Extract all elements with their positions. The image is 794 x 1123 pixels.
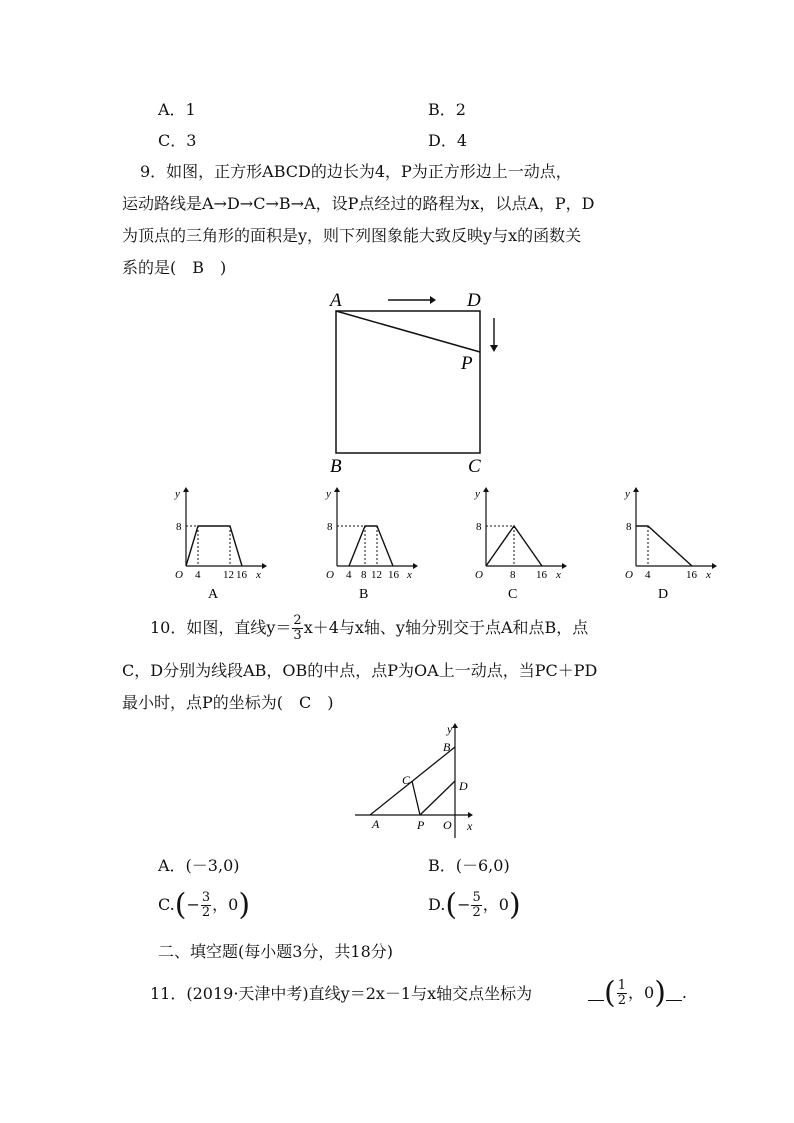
svg-text:O: O <box>625 569 633 581</box>
q8-option-d: D．4 <box>428 131 468 150</box>
q10-line-1: 10．如图，直线y＝ $\frac{2}{3}$ x＋4与x轴、y轴分别交于点A和点B，点 <box>150 613 589 643</box>
svg-text:y: y <box>475 488 480 500</box>
q11-text: 11．(2019·天津中考)直线y＝2x－1与x轴交点坐标为 <box>150 984 533 1003</box>
svg-text:C: C <box>402 773 411 787</box>
svg-text:O: O <box>443 818 452 832</box>
q11-answer: ( $\frac{1}{2}$ ，0) . <box>588 976 687 1010</box>
svg-text:O: O <box>475 569 483 581</box>
q9-square-figure <box>320 290 510 480</box>
graph-b-caption: B <box>359 587 369 602</box>
svg-text:16: 16 <box>536 569 547 581</box>
svg-text:8: 8 <box>476 521 482 533</box>
svg-text:O: O <box>175 569 183 581</box>
svg-text:y: y <box>175 488 180 500</box>
graph-c-caption: C <box>508 587 518 602</box>
q10-line-3: 最小时，点P的坐标为( C ) <box>122 693 334 712</box>
graph-d-caption: D <box>658 587 669 602</box>
q9-graph-b <box>309 484 419 602</box>
svg-text:16: 16 <box>236 569 247 581</box>
q10-line-figure <box>350 720 485 840</box>
q9-graph-c <box>458 484 568 602</box>
label-b: B <box>330 456 342 477</box>
svg-text:x: x <box>556 569 561 581</box>
segment-ap <box>336 311 480 352</box>
svg-text:4: 4 <box>195 569 201 581</box>
q9-graph-d <box>608 484 718 602</box>
svg-text:y: y <box>326 488 331 500</box>
q8-option-b: B．2 <box>428 100 466 119</box>
svg-text:A: A <box>372 817 380 831</box>
q8-option-c: C．3 <box>158 131 197 150</box>
label-p: P <box>461 353 473 374</box>
q10-line-2: C，D分别为线段AB，OB的中点，点P为OA上一动点，当PC＋PD <box>122 661 598 680</box>
svg-text:4: 4 <box>645 569 651 581</box>
q9-line-4: 系的是( B ) <box>122 258 227 277</box>
q10-option-d: D.(− $\frac{5}{2}$ ，0) <box>428 887 521 923</box>
svg-text:4: 4 <box>346 569 352 581</box>
square-abcd <box>336 311 480 453</box>
label-d: D <box>467 290 481 311</box>
q8-option-a: A．1 <box>158 100 196 119</box>
svg-text:8: 8 <box>361 569 367 581</box>
svg-text:16: 16 <box>388 569 399 581</box>
svg-text:P: P <box>417 818 425 832</box>
svg-text:x: x <box>256 569 261 581</box>
q9-graph-a <box>158 484 268 602</box>
q10-option-b: B．(－6,0) <box>428 856 510 875</box>
q9-line-1: 9．如图，正方形ABCD的边长为4，P为正方形边上一动点， <box>140 162 572 181</box>
svg-text:16: 16 <box>686 569 697 581</box>
svg-text:x: x <box>706 569 711 581</box>
svg-text:12: 12 <box>223 569 234 581</box>
fraction-two-thirds: $\frac{2}{3}$ <box>293 613 302 643</box>
svg-text:8: 8 <box>510 569 516 581</box>
svg-text:x: x <box>467 819 473 833</box>
svg-text:12: 12 <box>371 569 382 581</box>
svg-text:y: y <box>447 722 453 736</box>
svg-text:B: B <box>443 740 451 754</box>
svg-text:x: x <box>407 569 412 581</box>
q10-option-c: C.(− $\frac{3}{2}$ ，0) <box>158 887 251 923</box>
svg-text:8: 8 <box>626 521 632 533</box>
graph-a-caption: A <box>208 587 219 602</box>
label-c: C <box>468 456 481 477</box>
svg-text:D: D <box>459 779 468 793</box>
q9-line-2: 运动路线是A→D→C→B→A，设P点经过的路程为x，以点A，P，D <box>122 194 595 213</box>
svg-text:8: 8 <box>327 521 333 533</box>
svg-text:O: O <box>326 569 334 581</box>
label-a: A <box>330 290 342 311</box>
section-heading: 二、填空题(每小题3分，共18分) <box>158 942 394 961</box>
q10-option-a: A．(－3,0) <box>158 856 240 875</box>
svg-text:8: 8 <box>176 521 182 533</box>
q9-line-3: 为顶点的三角形的面积是y，则下列图象能大致反映y与x的函数关 <box>122 226 582 245</box>
svg-text:y: y <box>625 488 630 500</box>
